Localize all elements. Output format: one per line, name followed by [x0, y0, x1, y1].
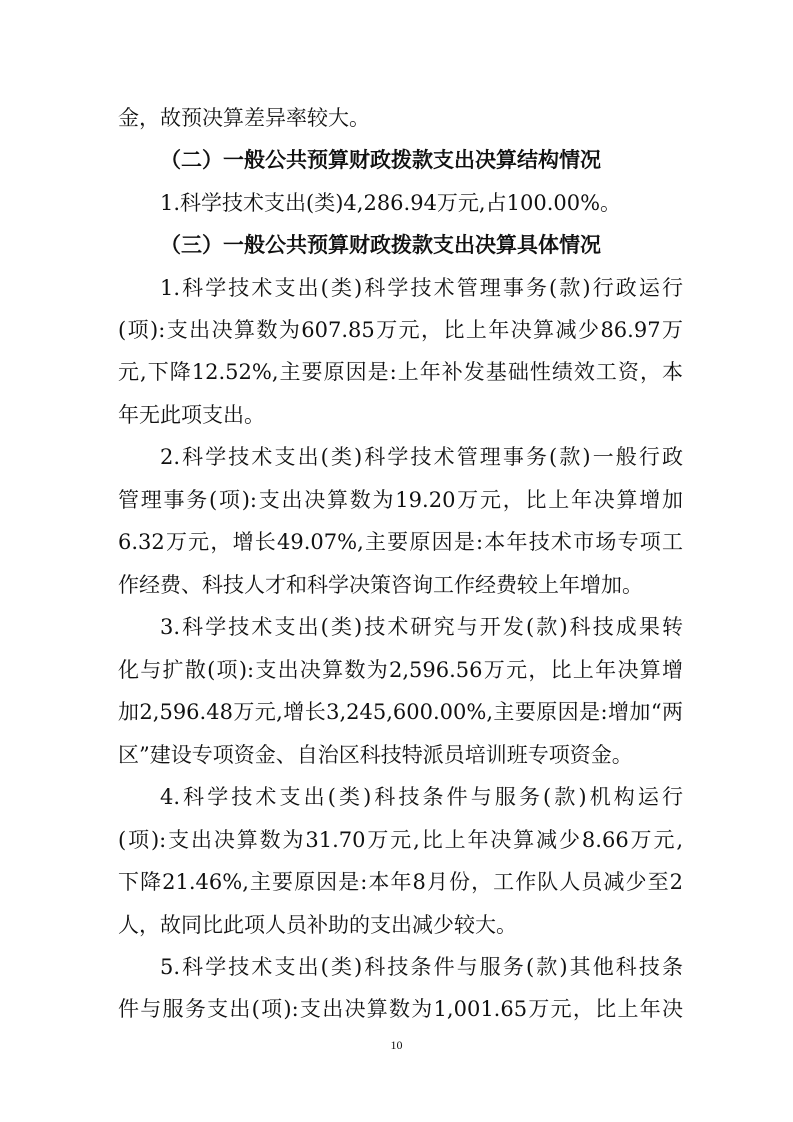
text-line: 加2,596.48万元,增长3,245,600.00%,主要原因是:增加“两 [118, 700, 683, 724]
text-line: 区”建设专项资金、自治区科技特派员培训班专项资金。 [118, 743, 633, 767]
text-line: 元,下降12.52%,主要原因是:上年补发基础性绩效工资，本 [118, 360, 683, 384]
text-line: 下降21.46%,主要原因是:本年8月份，工作队人员减少至2 [118, 870, 683, 894]
text-line: 5.科学技术支出(类)科技条件与服务(款)其他科技条 [160, 955, 683, 979]
text-line: 6.32万元，增长49.07%,主要原因是:本年技术市场专项工 [118, 530, 683, 554]
text-line: 1.科学技术支出(类)4,286.94万元,占100.00%。 [160, 191, 622, 215]
text-line: 3.科学技术支出(类)技术研究与开发(款)科技成果转 [160, 615, 683, 639]
text-line: 管理事务(项):支出决算数为19.20万元，比上年决算增加 [118, 488, 683, 512]
page-number: 10 [390, 1038, 403, 1052]
text-line: 4.科学技术支出(类)科技条件与服务(款)机构运行 [160, 785, 683, 809]
text-line: 作经费、科技人才和科学决策咨询工作经费较上年增加。 [118, 573, 643, 597]
section-heading: （二）一般公共预算财政拨款支出决算结构情况 [160, 148, 601, 172]
text-line: (项):支出决算数为31.70万元,比上年决算减少8.66万元, [118, 828, 683, 852]
text-line: 金，故预决算差异率较大。 [118, 106, 370, 130]
text-line: 人，故同比此项人员补助的支出减少较大。 [118, 913, 517, 937]
text-line: 化与扩散(项):支出决算数为2,596.56万元，比上年决算增 [118, 658, 683, 682]
text-line: (项):支出决算数为607.85万元，比上年决算减少86.97万 [118, 318, 683, 342]
section-heading: （三）一般公共预算财政拨款支出决算具体情况 [160, 233, 601, 257]
text-line: 2.科学技术支出(类)科学技术管理事务(款)一般行政 [160, 445, 683, 469]
text-line: 件与服务支出(项):支出决算数为1,001.65万元，比上年决 [118, 997, 683, 1021]
text-line: 年无此项支出。 [118, 403, 265, 427]
text-line: 1.科学技术支出(类)科学技术管理事务(款)行政运行 [160, 276, 683, 300]
